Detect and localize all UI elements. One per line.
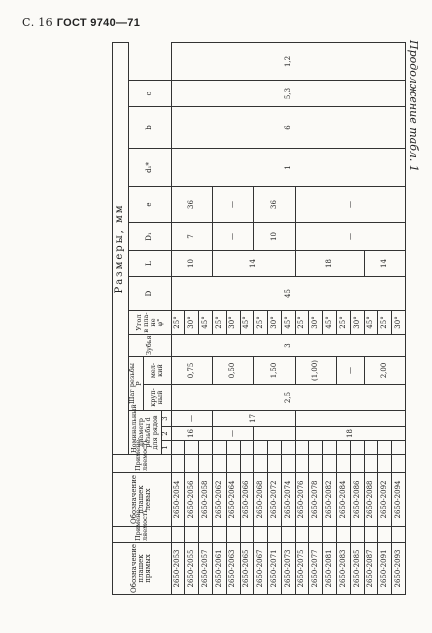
header-left-designation: Обозначение плашек левых [113, 473, 172, 527]
rotated-table-stage [112, 43, 406, 595]
table-row: 2650-2091 2650-2092 25° [378, 42, 392, 594]
page-header [22, 16, 140, 29]
table-row: 2650-2061 2650-2062 — 17 0,50 25° 14 — — [212, 42, 226, 594]
c-53: 5,3 [171, 81, 405, 107]
header-D1: D₁ [129, 223, 172, 251]
table-row: 2650-2065 2650-2066 45° [240, 42, 254, 594]
header-pitch: Шаг резьбы P [129, 357, 144, 411]
D1-10: 10 [254, 223, 295, 251]
e-36a: 36 [171, 187, 212, 223]
e-36b: 36 [254, 187, 295, 223]
header-teeth: Зубья [129, 335, 172, 357]
standard-code: ГОСТ 9740—71 [56, 17, 141, 29]
table-row: 2650-2087 2650-2088 2,00 45° 14 [364, 42, 378, 594]
header-d1: d₁* [129, 149, 172, 187]
header-series-1: 1 [161, 441, 171, 455]
fine-150: 1,50 [254, 357, 295, 385]
header-b: b [129, 107, 172, 149]
table-wrapper [112, 43, 406, 595]
header-pitch-fine: мел- кий [143, 357, 171, 385]
header-D: D [129, 277, 172, 311]
x-12: 1,2 [171, 42, 405, 80]
e-dash-b: — [295, 187, 405, 223]
header-L: L [129, 251, 172, 277]
header-e: e [129, 187, 172, 223]
header-series-2: 2 [161, 427, 171, 441]
D1-7: 7 [171, 223, 212, 251]
table-row: 2650-2085 2650-2086 30° [350, 42, 364, 594]
teeth-3: 3 [171, 335, 405, 357]
table-row: 2650-2073 2650-2074 45° [281, 42, 295, 594]
fine-200: 2,00 [364, 357, 405, 385]
fine-dash: — [337, 357, 365, 385]
table-row: 2650-2075 2650-2076 18 (1,00) 25° 18 — — [295, 42, 309, 594]
angle-cell: 25° [171, 311, 185, 335]
table-row: 2650-2057 2650-2058 45° [199, 42, 213, 594]
D-45: 45 [171, 277, 405, 311]
fine-100: (1,00) [295, 357, 336, 385]
right-designation: 2650-2053 [171, 543, 185, 595]
fine-050: 0,50 [212, 357, 253, 385]
table-row: 2650-2071 2650-2072 30° [268, 42, 282, 594]
header-applicability-1: Примене- ляемость [113, 527, 172, 543]
header-nominal-diameter: Номинальный диаметр резьбы d для рядов [129, 411, 162, 455]
nd2-18: 18 [295, 427, 405, 441]
e-dash: — [212, 187, 253, 223]
coarse-pitch: 2,5 [171, 385, 405, 411]
size-caption: Размеры, мм [113, 42, 129, 454]
table-row [171, 42, 185, 594]
L-14a: 14 [212, 251, 295, 277]
nd3-17: 17 [212, 411, 295, 427]
header-series-3: 3 [161, 411, 171, 427]
header-angle: Угол в пла- не φ° [129, 311, 172, 335]
L-18: 18 [295, 251, 364, 277]
header-pitch-coarse: круп- ный [143, 385, 171, 411]
d1-1: 1 [171, 149, 405, 187]
nd3-dash-a: — [171, 411, 212, 427]
page-number: С. 16 [22, 16, 53, 29]
table-row: 2650-2077 2650-2078 30° [309, 42, 323, 594]
D1-dash: — [212, 223, 253, 251]
nd2-dash: — [212, 427, 253, 441]
header-c: c [129, 81, 172, 107]
fine-075: 0,75 [171, 357, 212, 385]
table-row: 2650-2093 2650-2094 30° [392, 42, 406, 594]
nd2-16: 16 [171, 427, 212, 441]
L-14b: 14 [364, 251, 405, 277]
table-row: 2650-2083 2650-2084 — 25° [337, 42, 351, 594]
table-row: 2650-2081 2650-2082 45° [323, 42, 337, 594]
b-6: 6 [171, 107, 405, 149]
L-10: 10 [171, 251, 212, 277]
header-right-designation: Обозначение плашек прямых [113, 543, 172, 595]
table-row: 2650-2063 2650-2064 30° [226, 42, 240, 594]
table-continuation-title: Продолжение табл. 1 [407, 40, 420, 172]
table-row: 2650-2055 2650-2056 30° [185, 42, 199, 594]
table-row: 2650-2067 2650-2068 1,50 25° 10 36 [254, 42, 268, 594]
left-designation: 2650-2054 [171, 473, 185, 527]
D1-dash-b: — [295, 223, 405, 251]
header-applicability-2: Примене- ляемость [113, 455, 172, 473]
dimensions-table [112, 42, 406, 595]
